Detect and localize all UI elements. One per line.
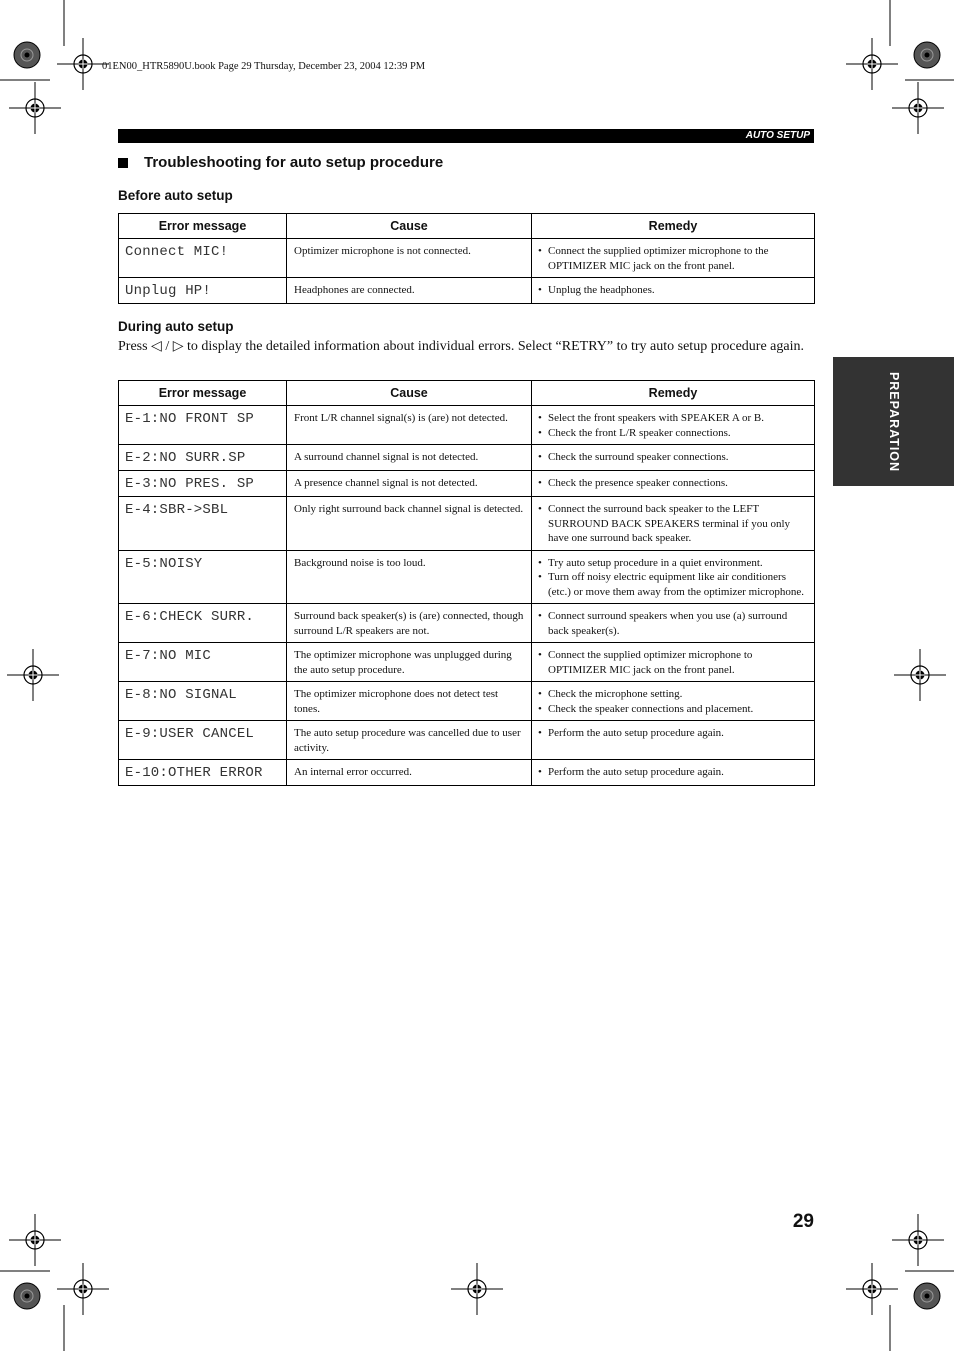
cause-cell: Optimizer microphone is not connected. [287, 239, 532, 278]
remedy-list [538, 726, 808, 741]
remedy-item: • Check the microphone setting. [538, 687, 808, 702]
remedy-item: • Try auto setup procedure in a quiet environment. [538, 556, 808, 571]
remedy-item: • Check the surround speaker connections. [538, 450, 808, 465]
remedy-cell [532, 445, 815, 471]
remedy-list [538, 648, 808, 677]
remedy-item: • Unplug the headphones. [538, 283, 808, 298]
remedy-list [538, 476, 808, 491]
remedy-cell [532, 643, 815, 682]
error-message-cell: E-1:NO FRONT SP [119, 406, 287, 445]
error-message-cell: E-4:SBR->SBL [119, 497, 287, 551]
cause-cell: The optimizer microphone was unplugged during the auto setup procedure. [287, 643, 532, 682]
column-header-cause: Cause [287, 381, 532, 406]
cause-cell: Front L/R channel signal(s) is (are) not detected. [287, 406, 532, 445]
error-message-cell: E-9:USER CANCEL [119, 721, 287, 760]
remedy-item: • Connect surround speakers when you use (a) surround back speaker(s). [538, 609, 808, 638]
remedy-list [538, 411, 808, 440]
cause-cell: Headphones are connected. [287, 278, 532, 304]
section-title-text: Troubleshooting for auto setup procedure [144, 154, 444, 171]
remedy-item: • Connect the supplied optimizer microphone to OPTIMIZER MIC jack on the front panel. [538, 648, 808, 677]
table-row [119, 278, 815, 304]
error-message-cell: Unplug HP! [119, 278, 287, 304]
column-header-error-message: Error message [119, 214, 287, 239]
error-message-cell: Connect MIC! [119, 239, 287, 278]
remedy-list [538, 765, 808, 780]
remedy-cell [532, 604, 815, 643]
print-info-line: 01EN00_HTR5890U.book Page 29 Thursday, December 23, 2004 12:39 PM [102, 61, 426, 72]
remedy-item: • Check the front L/R speaker connections. [538, 426, 808, 441]
section-title [118, 154, 443, 171]
table-header-row [119, 381, 815, 406]
remedy-list [538, 556, 808, 600]
error-message-cell: E-3:NO PRES. SP [119, 471, 287, 497]
cause-cell: The optimizer microphone does not detect test tones. [287, 682, 532, 721]
remedy-item: • Select the front speakers with SPEAKER A or B. [538, 411, 808, 426]
cause-cell: A surround channel signal is not detected. [287, 445, 532, 471]
table-row [119, 445, 815, 471]
during-setup-table [118, 380, 815, 786]
page-number: 29 [792, 1211, 814, 1232]
remedy-list [538, 502, 808, 546]
remedy-item: • Connect the surround back speaker to the LEFT SURROUND BACK SPEAKERS terminal if you only have one surround back speaker. [538, 502, 808, 546]
cause-cell: The auto setup procedure was cancelled due to user activity. [287, 721, 532, 760]
column-header-remedy: Remedy [532, 214, 815, 239]
remedy-cell [532, 721, 815, 760]
error-message-cell: E-8:NO SIGNAL [119, 682, 287, 721]
column-header-error-message: Error message [119, 381, 287, 406]
remedy-item: • Perform the auto setup procedure again. [538, 765, 808, 780]
square-bullet-icon [118, 158, 128, 168]
cause-cell: Surround back speaker(s) is (are) connected, though surround L/R speakers are not. [287, 604, 532, 643]
table-row [119, 550, 815, 604]
error-message-cell: E-10:OTHER ERROR [119, 760, 287, 786]
table-row [119, 497, 815, 551]
remedy-cell [532, 278, 815, 304]
table-row [119, 760, 815, 786]
remedy-cell [532, 406, 815, 445]
before-setup-table [118, 213, 815, 304]
cause-cell: Only right surround back channel signal is detected. [287, 497, 532, 551]
remedy-item: • Turn off noisy electric equipment like air conditioners (etc.) or move them away from the optimizer microphone. [538, 570, 808, 599]
remedy-cell [532, 550, 815, 604]
remedy-cell [532, 760, 815, 786]
during-auto-setup-heading: During auto setup [118, 319, 234, 334]
error-message-cell: E-6:CHECK SURR. [119, 604, 287, 643]
column-header-remedy: Remedy [532, 381, 815, 406]
remedy-list [538, 244, 808, 273]
remedy-cell [532, 239, 815, 278]
table-row [119, 604, 815, 643]
before-auto-setup-heading: Before auto setup [118, 188, 233, 203]
error-message-cell: E-2:NO SURR.SP [119, 445, 287, 471]
remedy-item: • Check the presence speaker connections. [538, 476, 808, 491]
remedy-item: • Connect the supplied optimizer microphone to the OPTIMIZER MIC jack on the front panel. [538, 244, 808, 273]
remedy-item: • Check the speaker connections and placement. [538, 702, 808, 717]
remedy-cell [532, 682, 815, 721]
table-row [119, 682, 815, 721]
during-intro-text: Press ◁ / ▷ to display the detailed information about individual errors. Select “RETRY” to try auto setup procedure again. [118, 339, 804, 354]
running-header-label: AUTO SETUP [745, 130, 810, 141]
cause-cell: An internal error occurred. [287, 760, 532, 786]
table-header-row [119, 214, 815, 239]
remedy-list [538, 283, 808, 298]
cause-cell: Background noise is too loud. [287, 550, 532, 604]
table-row [119, 239, 815, 278]
remedy-cell [532, 471, 815, 497]
remedy-cell [532, 497, 815, 551]
table-row [119, 721, 815, 760]
remedy-list [538, 687, 808, 716]
remedy-item: • Perform the auto setup procedure again. [538, 726, 808, 741]
table-row [119, 643, 815, 682]
cause-cell: A presence channel signal is not detected. [287, 471, 532, 497]
column-header-cause: Cause [287, 214, 532, 239]
remedy-list [538, 609, 808, 638]
side-tab-label: PREPARATION [886, 371, 901, 472]
error-message-cell: E-7:NO MIC [119, 643, 287, 682]
remedy-list [538, 450, 808, 465]
table-row [119, 406, 815, 445]
running-header-bar [118, 129, 814, 143]
error-message-cell: E-5:NOISY [119, 550, 287, 604]
table-row [119, 471, 815, 497]
side-tab-preparation [833, 357, 954, 486]
